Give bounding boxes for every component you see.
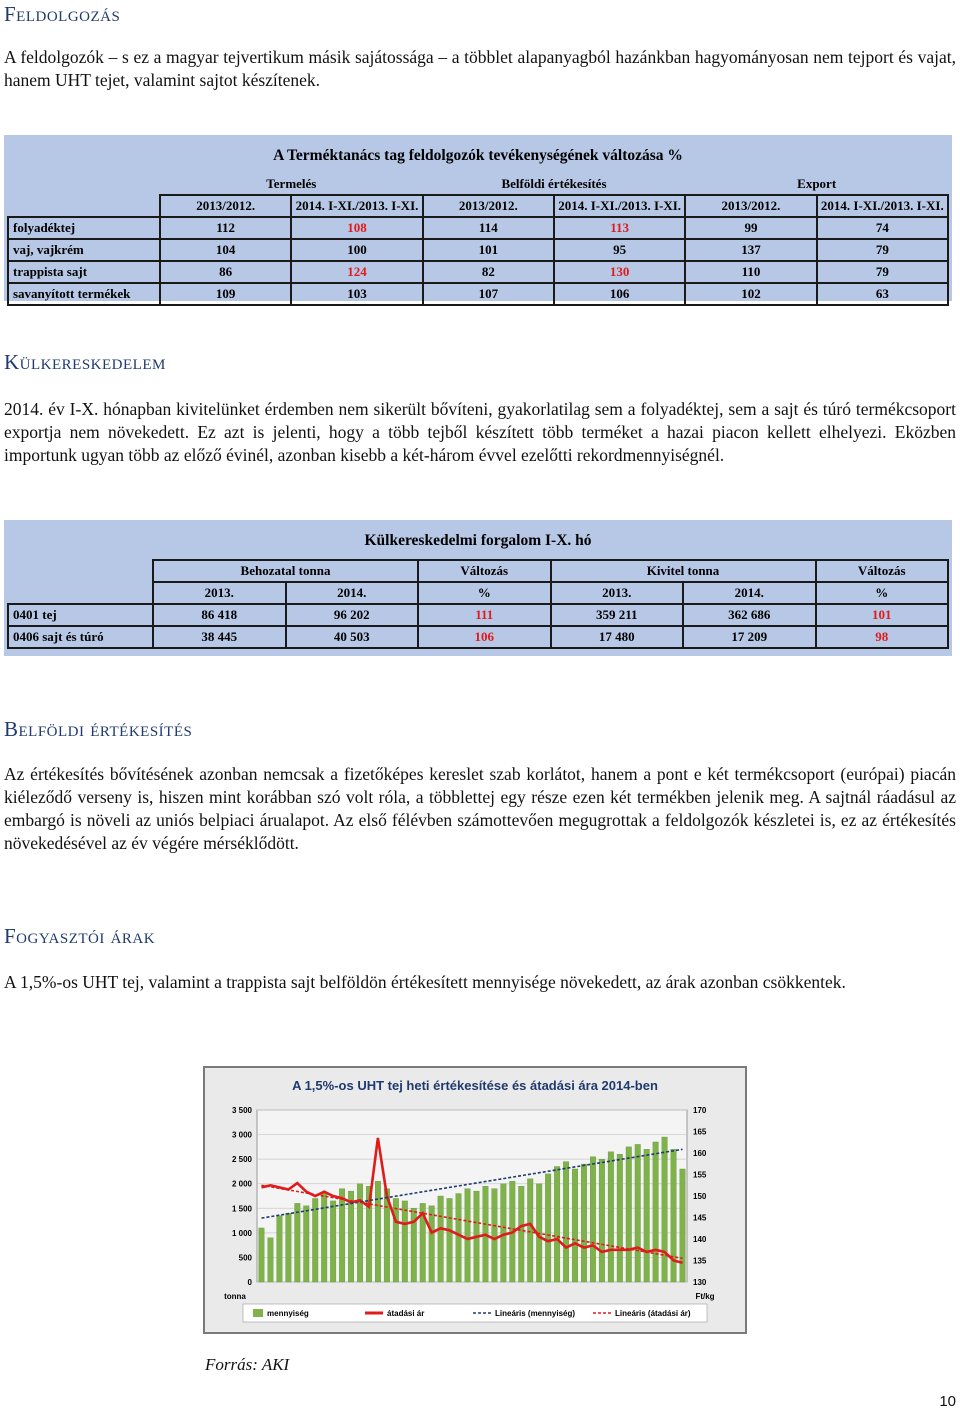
table2-group-kivitel: Kivitel tonna bbox=[551, 560, 816, 582]
paragraph-belfoldi: Az értékesítés bővítésének azonban nemcsak a fizetőképes kereslet szab korlátot, hanem a pont e két termékcsoport (európai) piacán kiéleződő verseny is, hiszen mint korábban szó volt róla, a többlettej egy része ezen két termékben jelenik meg. A sajtnál ráadásul az embargó is növeli az uniós belpiaci árualapot. Az első félévben számottevően megugrottak a feldolgozók készletei is, ez az értékesítés növekedésével az év végére mérséklődött. bbox=[4, 764, 956, 853]
legend-label: Lineáris (mennyiség) bbox=[495, 1309, 576, 1318]
y-left-tick-label: 1 000 bbox=[231, 1228, 252, 1238]
y-left-axis-label: tonna bbox=[224, 1292, 246, 1301]
uht-milk-chart bbox=[203, 1066, 747, 1334]
table-cell: 110 bbox=[685, 261, 816, 283]
chart-bar bbox=[357, 1184, 363, 1282]
table-cell: 98 bbox=[816, 626, 949, 648]
chart-bar bbox=[554, 1167, 560, 1282]
chart-bar bbox=[303, 1206, 309, 1282]
row-label: folyadéktej bbox=[8, 217, 160, 239]
chart-bar bbox=[680, 1169, 686, 1282]
chart-bar bbox=[438, 1196, 444, 1282]
table2-group-behozatal: Behozatal tonna bbox=[153, 560, 418, 582]
chart-bar bbox=[501, 1184, 507, 1282]
chart-bar bbox=[268, 1238, 274, 1282]
chart-bar bbox=[339, 1189, 345, 1282]
table-row bbox=[8, 217, 948, 239]
foreign-trade-table bbox=[4, 520, 952, 656]
table1-group-belfoldi: Belföldi értékesítés bbox=[501, 176, 607, 191]
chart-bar bbox=[295, 1203, 301, 1282]
table-cell: 17 480 bbox=[551, 626, 684, 648]
table2-subheader: 2013. bbox=[551, 582, 684, 604]
chart-bar bbox=[617, 1154, 623, 1282]
y-right-tick-label: 145 bbox=[693, 1213, 707, 1223]
chart-bar bbox=[653, 1142, 659, 1282]
chart-bar bbox=[590, 1157, 596, 1282]
table1-subheader: 2014. I-XI./2013. I-XI. bbox=[554, 195, 685, 217]
y-left-tick-label: 0 bbox=[247, 1278, 252, 1287]
table-cell: 86 bbox=[160, 261, 291, 283]
y-right-axis-label: Ft/kg bbox=[695, 1292, 715, 1301]
table-cell: 17 209 bbox=[683, 626, 816, 648]
table2-subheader: % bbox=[816, 582, 949, 604]
table2-subheader: 2014. bbox=[286, 582, 419, 604]
paragraph-feldolgozas: A feldolgozók – s ez a magyar tejvertikum másik sajátossága – a többlet alapanyagból hazánkban hagyományosan nem tejport és vajat, hanem UHT tejet, valamint sajtot készítenek. bbox=[4, 47, 956, 90]
row-label: vaj, vajkrém bbox=[8, 239, 160, 261]
chart-bar bbox=[492, 1189, 498, 1282]
table-row bbox=[8, 239, 948, 261]
y-right-tick-label: 140 bbox=[693, 1235, 707, 1244]
legend-label: átadási ár bbox=[387, 1309, 425, 1318]
table1-subheader: 2013/2012. bbox=[685, 195, 816, 217]
y-right-tick-label: 165 bbox=[693, 1127, 707, 1137]
table-cell: 79 bbox=[817, 239, 948, 261]
table-cell: 124 bbox=[291, 261, 422, 283]
table-cell: 103 bbox=[291, 283, 422, 305]
processor-activity-table bbox=[4, 135, 952, 301]
table2-subheader: 2014. bbox=[683, 582, 816, 604]
table-cell: 63 bbox=[817, 283, 948, 305]
chart-bar bbox=[447, 1198, 453, 1282]
table-cell: 79 bbox=[817, 261, 948, 283]
section-heading-kulkereskedelem: Külkereskedelem bbox=[4, 350, 166, 374]
section-heading-belfoldi: Belföldi értékesítés bbox=[4, 717, 193, 741]
paragraph-kulkereskedelem: 2014. év I-X. hónapban kivitelünket érdemben nem sikerült bővíteni, gyakorlatilag sem a folyadéktej, sem a sajt és túró termékcsoport exportja nem növekedett. Ez azt is jelenti, hogy a több tejből készített több terméket a hazai piacon kellett elhelyezi. Eközben importunk ugyan több az előző évinél, azonban kisebb a két-három évvel ezelőtti rekordmennyiségnél. bbox=[4, 399, 956, 465]
table2-group-valtozas: Változás bbox=[816, 560, 949, 582]
legend-label: Lineáris (átadási ár) bbox=[615, 1309, 691, 1318]
table2-subheader: 2013. bbox=[153, 582, 286, 604]
legend-label: mennyiség bbox=[267, 1309, 309, 1318]
table-cell: 114 bbox=[423, 217, 554, 239]
table-cell: 82 bbox=[423, 261, 554, 283]
table1-group-termeles: Termelés bbox=[266, 176, 317, 191]
table-cell: 100 bbox=[291, 239, 422, 261]
source-caption: Forrás: AKI bbox=[205, 1355, 290, 1374]
table1-group-export: Export bbox=[797, 176, 837, 191]
chart-bar bbox=[456, 1194, 462, 1282]
chart-bar bbox=[608, 1152, 614, 1282]
chart-bar bbox=[375, 1181, 381, 1282]
chart-bar bbox=[644, 1149, 650, 1282]
section-heading-feldolgozas: Feldolgozás bbox=[4, 2, 121, 26]
table-cell: 86 418 bbox=[153, 604, 286, 626]
table2-subheader: % bbox=[418, 582, 551, 604]
table1-subheader: 2014. I-XI./2013. I-XI. bbox=[291, 195, 422, 217]
table-cell: 101 bbox=[423, 239, 554, 261]
table-cell: 359 211 bbox=[551, 604, 684, 626]
y-left-tick-label: 2 000 bbox=[231, 1179, 252, 1189]
chart-bar bbox=[429, 1206, 435, 1282]
chart-bar bbox=[572, 1169, 578, 1282]
table1-subheader: 2014. I-XI./2013. I-XI. bbox=[817, 195, 948, 217]
chart-bar bbox=[348, 1191, 354, 1282]
chart-bar bbox=[393, 1198, 399, 1282]
chart-bar bbox=[518, 1186, 524, 1282]
y-left-tick-label: 2 500 bbox=[231, 1155, 252, 1165]
chart-bar bbox=[527, 1179, 533, 1282]
table-row bbox=[8, 604, 948, 626]
row-label: trappista sajt bbox=[8, 261, 160, 283]
table2-group-valtozas: Változás bbox=[418, 560, 551, 582]
chart-bar bbox=[402, 1201, 408, 1282]
table2-title: Külkereskedelmi forgalom I-X. hó bbox=[364, 532, 592, 549]
chart-bar bbox=[277, 1216, 283, 1282]
y-left-tick-label: 3 500 bbox=[231, 1106, 252, 1115]
table-cell: 107 bbox=[423, 283, 554, 305]
table1-title: A Terméktanács tag feldolgozók tevékenységének változása % bbox=[273, 147, 683, 164]
y-right-tick-label: 135 bbox=[693, 1256, 707, 1266]
table-cell: 95 bbox=[554, 239, 685, 261]
table1-subheader: 2013/2012. bbox=[423, 195, 554, 217]
chart-bar bbox=[465, 1189, 471, 1282]
y-left-tick-label: 3 000 bbox=[231, 1130, 252, 1140]
table1-subheader: 2013/2012. bbox=[160, 195, 291, 217]
chart-bar bbox=[259, 1228, 265, 1282]
y-right-tick-label: 130 bbox=[693, 1278, 707, 1287]
table-row bbox=[8, 626, 948, 648]
table-cell: 130 bbox=[554, 261, 685, 283]
chart-bar bbox=[581, 1164, 587, 1282]
table-cell: 106 bbox=[418, 626, 551, 648]
chart-bar bbox=[635, 1144, 641, 1282]
row-label: 0406 sajt és túró bbox=[8, 626, 153, 648]
chart-svg bbox=[205, 1068, 745, 1332]
table-cell: 104 bbox=[160, 239, 291, 261]
y-left-tick-label: 500 bbox=[238, 1253, 252, 1263]
row-label: savanyított termékek bbox=[8, 283, 160, 305]
table-cell: 96 202 bbox=[286, 604, 419, 626]
chart-bar bbox=[330, 1201, 336, 1282]
table-cell: 111 bbox=[418, 604, 551, 626]
y-left-tick-label: 1 500 bbox=[231, 1204, 252, 1214]
y-right-tick-label: 160 bbox=[693, 1149, 707, 1158]
table-cell: 74 bbox=[817, 217, 948, 239]
table-cell: 113 bbox=[554, 217, 685, 239]
chart-bar bbox=[662, 1137, 668, 1282]
chart-title: A 1,5%-os UHT tej heti értékesítése és átadási ára 2014-ben bbox=[292, 1078, 658, 1093]
y-right-tick-label: 170 bbox=[693, 1106, 707, 1115]
table-cell: 38 445 bbox=[153, 626, 286, 648]
table-cell: 106 bbox=[554, 283, 685, 305]
table-row bbox=[8, 261, 948, 283]
chart-bar bbox=[599, 1159, 605, 1282]
table-cell: 40 503 bbox=[286, 626, 419, 648]
row-label: 0401 tej bbox=[8, 604, 153, 626]
chart-bar bbox=[563, 1162, 569, 1282]
table-cell: 101 bbox=[816, 604, 949, 626]
page-number: 10 bbox=[939, 1393, 956, 1410]
table-row bbox=[8, 283, 948, 305]
table-cell: 112 bbox=[160, 217, 291, 239]
table-cell: 109 bbox=[160, 283, 291, 305]
y-right-tick-label: 150 bbox=[693, 1192, 707, 1201]
section-heading-fogyasztoi: Fogyasztói árak bbox=[4, 924, 156, 948]
paragraph-fogyasztoi: A 1,5%-os UHT tej, valamint a trappista sajt belföldön értékesített mennyisége növekedett, az árak azonban csökkentek. bbox=[4, 972, 846, 992]
table-cell: 108 bbox=[291, 217, 422, 239]
table-cell: 137 bbox=[685, 239, 816, 261]
chart-bar bbox=[286, 1213, 292, 1282]
y-right-tick-label: 155 bbox=[693, 1170, 707, 1180]
legend-swatch-quantity bbox=[253, 1309, 263, 1317]
table-cell: 362 686 bbox=[683, 604, 816, 626]
chart-bar bbox=[312, 1198, 318, 1282]
chart-bar bbox=[545, 1174, 551, 1282]
table-cell: 99 bbox=[685, 217, 816, 239]
chart-bar bbox=[626, 1147, 632, 1282]
table-cell: 102 bbox=[685, 283, 816, 305]
